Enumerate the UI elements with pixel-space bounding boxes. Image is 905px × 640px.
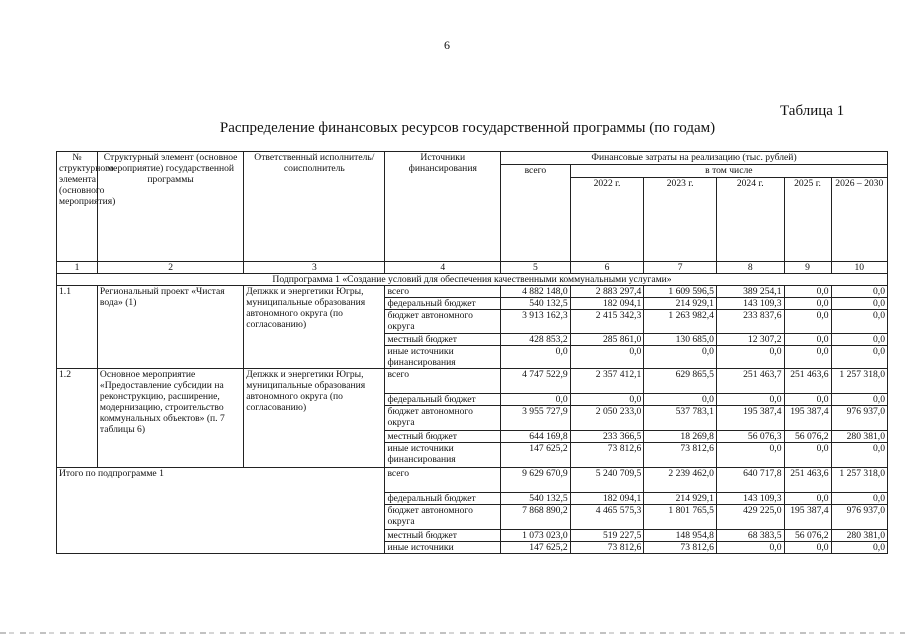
column-number: 5	[501, 262, 571, 274]
header-element: Структурный элемент (основное мероприятие) государственной программы	[97, 152, 243, 262]
column-number: 7	[644, 262, 717, 274]
element-name: Региональный проект «Чистая вода» (1)	[97, 286, 243, 369]
amount-cell: 280 381,0	[831, 530, 887, 542]
element-number: 1.2	[57, 369, 98, 468]
scan-edge-line	[0, 632, 905, 634]
amount-cell: 0,0	[784, 298, 831, 310]
amount-cell: 143 109,3	[716, 298, 784, 310]
amount-cell: 73 812,6	[570, 542, 644, 554]
amount-cell: 1 257 318,0	[831, 468, 887, 493]
column-number: 10	[831, 262, 887, 274]
table-row	[57, 369, 888, 394]
amount-cell: 0,0	[831, 346, 887, 369]
amount-cell: 640 717,8	[716, 468, 784, 493]
amount-cell: 182 094,1	[570, 493, 644, 505]
amount-cell: 0,0	[570, 394, 644, 406]
funding-source: иные источники	[385, 542, 501, 554]
amount-cell: 0,0	[831, 334, 887, 346]
amount-cell: 0,0	[716, 394, 784, 406]
total-row	[57, 468, 888, 493]
amount-cell: 540 132,5	[501, 493, 571, 505]
financial-table	[56, 151, 888, 554]
amount-cell: 2 357 412,1	[570, 369, 644, 394]
amount-cell: 0,0	[716, 542, 784, 554]
header-executor: Ответственный исполнитель/соисполнитель	[244, 152, 385, 262]
amount-cell: 0,0	[784, 346, 831, 369]
amount-cell: 0,0	[831, 286, 887, 298]
amount-cell: 389 254,1	[716, 286, 784, 298]
amount-cell: 2 239 462,0	[644, 468, 717, 493]
amount-cell: 0,0	[831, 298, 887, 310]
header-year: 2024 г.	[716, 178, 784, 262]
header-sources: Источники финансирования	[385, 152, 501, 262]
funding-source: местный бюджет	[385, 530, 501, 542]
amount-cell: 0,0	[831, 443, 887, 468]
amount-cell: 147 625,2	[501, 542, 571, 554]
amount-cell: 73 812,6	[570, 443, 644, 468]
page-number: 6	[444, 38, 450, 52]
amount-cell: 251 463,6	[784, 468, 831, 493]
amount-cell: 4 882 148,0	[501, 286, 571, 298]
amount-cell: 0,0	[784, 443, 831, 468]
column-number: 1	[57, 262, 98, 274]
column-number: 6	[570, 262, 644, 274]
amount-cell: 976 937,0	[831, 505, 887, 530]
amount-cell: 195 387,4	[716, 406, 784, 431]
amount-cell: 56 076,3	[716, 431, 784, 443]
amount-cell: 519 227,5	[570, 530, 644, 542]
funding-source: иные источники финансирования	[385, 346, 501, 369]
column-number: 2	[97, 262, 243, 274]
header-year: 2023 г.	[644, 178, 717, 262]
amount-cell: 0,0	[831, 493, 887, 505]
amount-cell: 9 629 670,9	[501, 468, 571, 493]
funding-source: всего	[385, 286, 501, 298]
amount-cell: 0,0	[784, 394, 831, 406]
amount-cell: 1 609 596,5	[644, 286, 717, 298]
amount-cell: 1 257 318,0	[831, 369, 887, 394]
funding-source: иные источники финансирования	[385, 443, 501, 468]
amount-cell: 251 463,7	[716, 369, 784, 394]
amount-cell: 5 240 709,5	[570, 468, 644, 493]
amount-cell: 147 625,2	[501, 443, 571, 468]
element-name: Основное мероприятие «Предоставление субсидии на реконструкцию, расширение, модернизацию, строительство коммунальных объектов» (п. 7 таблицы 6)	[97, 369, 243, 468]
amount-cell: 1 801 765,5	[644, 505, 717, 530]
amount-cell: 148 954,8	[644, 530, 717, 542]
amount-cell: 976 937,0	[831, 406, 887, 431]
amount-cell: 0,0	[784, 493, 831, 505]
amount-cell: 56 076,2	[784, 431, 831, 443]
amount-cell: 130 685,0	[644, 334, 717, 346]
amount-cell: 3 913 162,3	[501, 310, 571, 334]
amount-cell: 0,0	[784, 334, 831, 346]
funding-source: местный бюджет	[385, 334, 501, 346]
amount-cell: 4 465 575,3	[570, 505, 644, 530]
header-year: 2026 – 2030	[831, 178, 887, 262]
amount-cell: 0,0	[831, 310, 887, 334]
funding-source: федеральный бюджет	[385, 394, 501, 406]
amount-cell: 73 812,6	[644, 443, 717, 468]
funding-source: местный бюджет	[385, 431, 501, 443]
amount-cell: 233 366,5	[570, 431, 644, 443]
funding-source: федеральный бюджет	[385, 298, 501, 310]
amount-cell: 214 929,1	[644, 493, 717, 505]
subprogram-title: Подпрограмма 1 «Создание условий для обеспечения качественными коммунальными услугами»	[57, 274, 888, 286]
amount-cell: 233 837,6	[716, 310, 784, 334]
funding-source: бюджет автономного округа	[385, 406, 501, 431]
amount-cell: 428 853,2	[501, 334, 571, 346]
amount-cell: 56 076,2	[784, 530, 831, 542]
header-total: всего	[501, 165, 571, 262]
header-costs: Финансовые затраты на реализацию (тыс. рублей)	[501, 152, 888, 165]
funding-source: всего	[385, 369, 501, 394]
funding-source: федеральный бюджет	[385, 493, 501, 505]
amount-cell: 629 865,5	[644, 369, 717, 394]
amount-cell: 537 783,1	[644, 406, 717, 431]
amount-cell: 251 463,6	[784, 369, 831, 394]
amount-cell: 1 073 023,0	[501, 530, 571, 542]
amount-cell: 195 387,4	[784, 505, 831, 530]
amount-cell: 2 883 297,4	[570, 286, 644, 298]
column-number: 8	[716, 262, 784, 274]
amount-cell: 7 868 890,2	[501, 505, 571, 530]
amount-cell: 12 307,2	[716, 334, 784, 346]
funding-source: бюджет автономного округа	[385, 310, 501, 334]
header-number: № структурного элемента (основного мероприятия)	[57, 152, 98, 262]
amount-cell: 195 387,4	[784, 406, 831, 431]
amount-cell: 0,0	[570, 346, 644, 369]
amount-cell: 429 225,0	[716, 505, 784, 530]
total-label: Итого по подпрограмме 1	[57, 468, 385, 554]
header-including: в том числе	[570, 165, 887, 178]
amount-cell: 0,0	[831, 542, 887, 554]
funding-source: бюджет автономного округа	[385, 505, 501, 530]
column-number: 3	[244, 262, 385, 274]
amount-cell: 1 263 982,4	[644, 310, 717, 334]
amount-cell: 644 169,8	[501, 431, 571, 443]
funding-source: всего	[385, 468, 501, 493]
header-year: 2025 г.	[784, 178, 831, 262]
amount-cell: 285 861,0	[570, 334, 644, 346]
amount-cell: 0,0	[644, 346, 717, 369]
column-number: 4	[385, 262, 501, 274]
amount-cell: 2 415 342,3	[570, 310, 644, 334]
table-label: Таблица 1	[780, 103, 845, 119]
column-numbers-row	[57, 262, 888, 274]
element-executor: Депжкк и энергетики Югры, муниципальные образования автономного округа (по согласованию)	[244, 369, 385, 468]
amount-cell: 0,0	[716, 443, 784, 468]
amount-cell: 0,0	[784, 542, 831, 554]
amount-cell: 4 747 522,9	[501, 369, 571, 394]
amount-cell: 2 050 233,0	[570, 406, 644, 431]
column-number: 9	[784, 262, 831, 274]
amount-cell: 0,0	[784, 286, 831, 298]
element-executor: Депжкк и энергетики Югры, муниципальные образования автономного округа (по согласованию)	[244, 286, 385, 369]
amount-cell: 214 929,1	[644, 298, 717, 310]
amount-cell: 280 381,0	[831, 431, 887, 443]
amount-cell: 182 094,1	[570, 298, 644, 310]
amount-cell: 540 132,5	[501, 298, 571, 310]
amount-cell: 0,0	[831, 394, 887, 406]
element-number: 1.1	[57, 286, 98, 369]
amount-cell: 73 812,6	[644, 542, 717, 554]
document-title: Распределение финансовых ресурсов государственной программы (по годам)	[219, 120, 716, 136]
header-year: 2022 г.	[570, 178, 644, 262]
amount-cell: 68 383,5	[716, 530, 784, 542]
amount-cell: 0,0	[784, 310, 831, 334]
amount-cell: 0,0	[644, 394, 717, 406]
amount-cell: 0,0	[501, 394, 571, 406]
table-row	[57, 286, 888, 298]
amount-cell: 3 955 727,9	[501, 406, 571, 431]
amount-cell: 0,0	[501, 346, 571, 369]
amount-cell: 0,0	[716, 346, 784, 369]
amount-cell: 18 269,8	[644, 431, 717, 443]
amount-cell: 143 109,3	[716, 493, 784, 505]
